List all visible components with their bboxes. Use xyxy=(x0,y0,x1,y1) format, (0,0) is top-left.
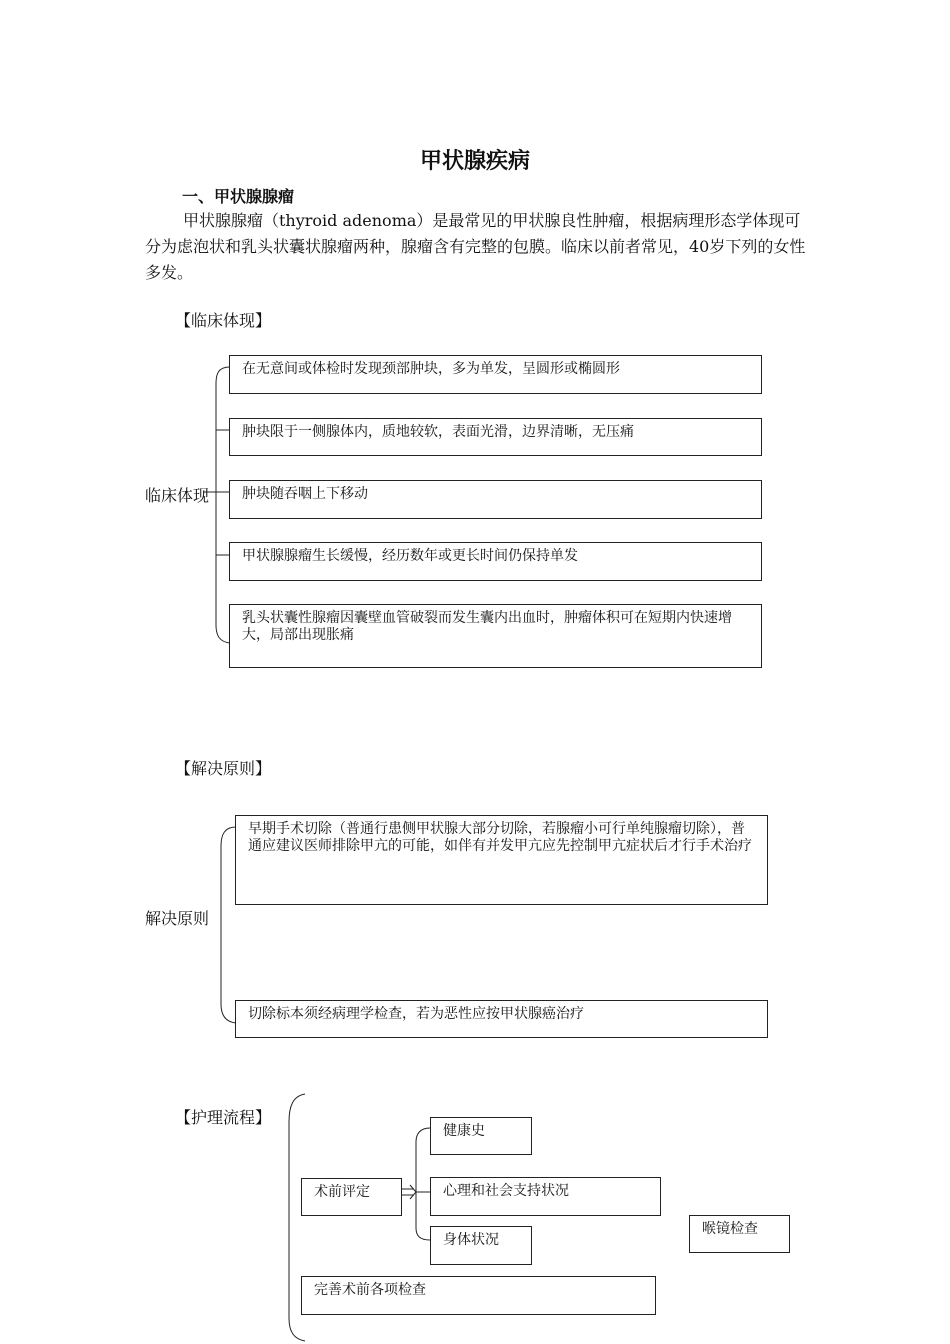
clinical-item: 乳头状囊性腺瘤因囊壁血管破裂而发生囊内出血时，肿瘤体积可在短期内快速增大，局部出现胀痛 xyxy=(229,604,762,668)
treatment-item: 切除标本须经病理学检查，若为恶性应按甲状腺癌治疗 xyxy=(235,1000,768,1038)
clinical-section-label: 【临床体现】 xyxy=(175,311,272,330)
clinical-item: 肿块随吞咽上下移动 xyxy=(229,480,762,519)
section-heading: 一、甲状腺腺瘤 xyxy=(182,187,295,206)
clinical-item: 甲状腺腺瘤生长缓慢，经历数年或更长时间仍保持单发 xyxy=(229,542,762,581)
clinical-side-label: 临床体现 xyxy=(145,486,210,505)
nursing-section-label: 【护理流程】 xyxy=(175,1108,272,1127)
laryngoscopy-box: 喉镜检查 xyxy=(689,1215,790,1253)
preop-eval-box: 术前评定 xyxy=(301,1178,402,1216)
treatment-section-label: 【解决原则】 xyxy=(175,759,272,778)
intro-paragraph: 甲状腺腺瘤（thyroid adenoma）是最常见的甲状腺良性肿瘤，根据病理形态学体现可分为虑泡状和乳头状囊状腺瘤两种，腺瘤含有完整的包膜。临床以前者常见，40岁下列的女性多发。 xyxy=(145,211,806,282)
page-title: 甲状腺疾病 xyxy=(419,149,530,174)
treatment-side-label: 解决原则 xyxy=(145,909,210,928)
preop-checks-box: 完善术前各项检查 xyxy=(301,1276,656,1315)
clinical-item: 在无意间或体检时发现颈部肿块，多为单发，呈圆形或椭圆形 xyxy=(229,355,762,394)
clinical-item: 肿块限于一侧腺体内，质地较软，表面光滑，边界清晰，无压痛 xyxy=(229,418,762,456)
eval-item-psychosocial: 心理和社会支持状况 xyxy=(430,1177,661,1216)
eval-item-physical: 身体状况 xyxy=(430,1226,532,1265)
eval-item-health-history: 健康史 xyxy=(430,1117,532,1155)
treatment-item: 早期手术切除（普通行患侧甲状腺大部分切除，若腺瘤小可行单纯腺瘤切除），普通应建议医师排除甲亢的可能，如伴有并发甲亢应先控制甲亢症状后才行手术治疗 xyxy=(235,815,768,905)
